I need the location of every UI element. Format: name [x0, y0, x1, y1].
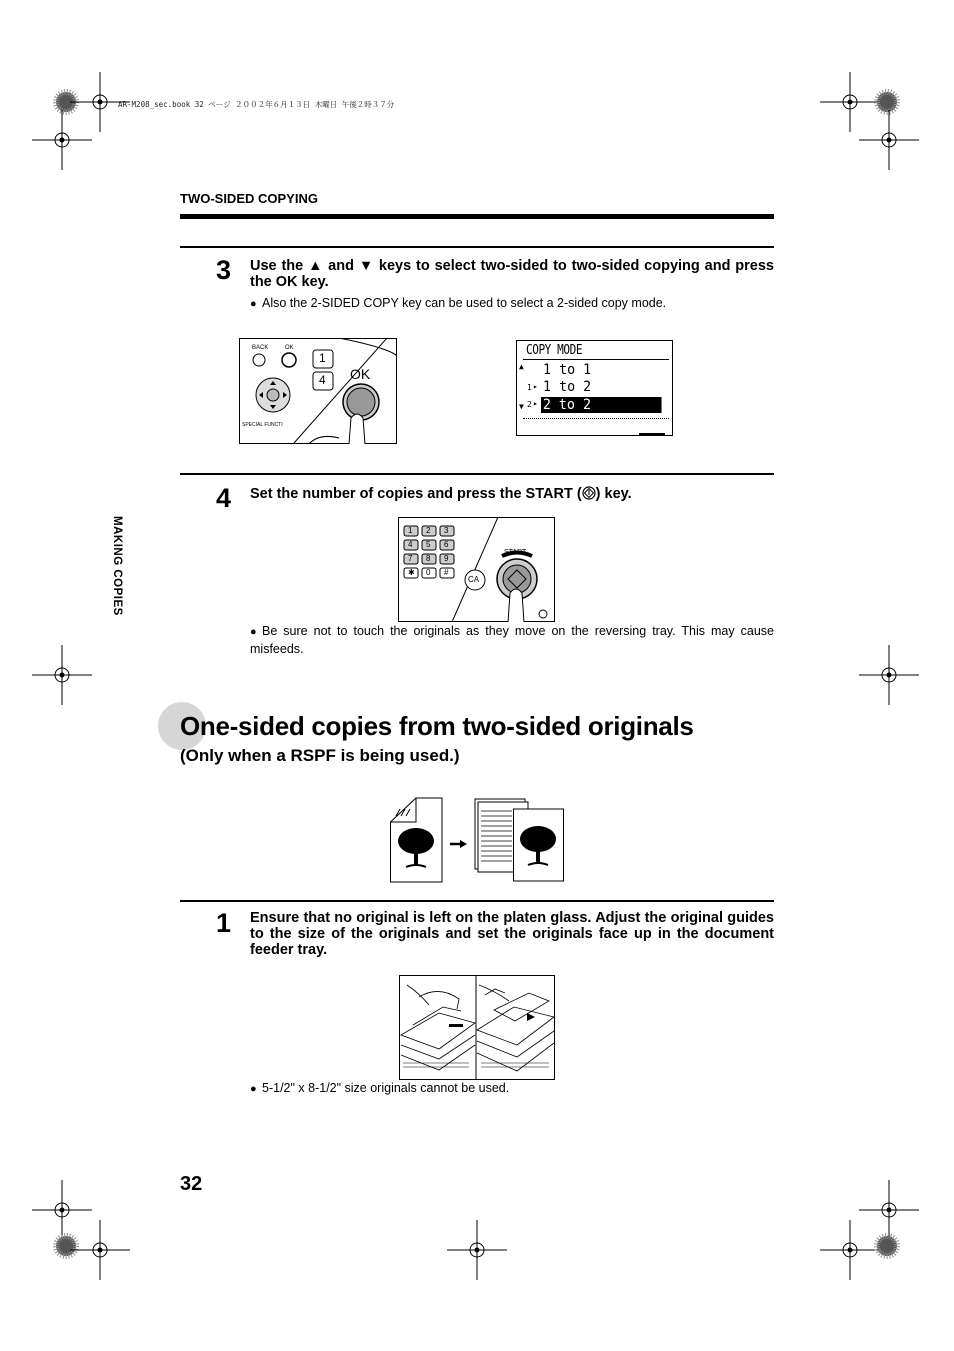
marker-arrow-icon: ▸: [533, 399, 538, 408]
numpad-key-8: 8: [426, 554, 431, 563]
lcd-marker-1: 1: [527, 383, 532, 392]
crosshair-mark-icon: [70, 1220, 130, 1280]
lcd-bottom-bar: [639, 433, 665, 435]
bullet-icon: ●: [250, 298, 257, 310]
ok-key-label: OK: [350, 366, 371, 382]
section-subtitle: (Only when a RSPF is being used.): [180, 746, 460, 765]
start-key-illustration: [398, 517, 555, 622]
crosshair-mark-icon: [32, 110, 92, 170]
lcd-title-underline: [523, 359, 669, 360]
lcd-option-1-to-1: 1 to 1: [543, 362, 592, 378]
lcd-dotted-divider: [523, 418, 669, 419]
numpad-key-7: 7: [408, 554, 413, 563]
step-4-instruction-start: Set the number of copies and press the START (: [250, 486, 582, 502]
numpad-key-1: 1: [408, 526, 413, 535]
step-4-number: 4: [216, 483, 232, 513]
step-1-number: 1: [216, 908, 232, 938]
numpad-key-9: 9: [444, 554, 449, 563]
key-4-label: 4: [319, 373, 326, 387]
ok-key-illustration: [239, 338, 397, 444]
lcd-option-2-to-2-selected: 2 to 2: [541, 397, 662, 413]
registration-mark-icon: [857, 1218, 917, 1278]
lcd-option-1-to-2: 1 to 2: [543, 379, 592, 395]
up-arrow-icon: ▲: [519, 362, 524, 371]
ok-small-label: OK: [285, 345, 294, 351]
numpad-key-4: 4: [408, 540, 413, 549]
marker-arrow-icon: ▸: [533, 382, 538, 391]
numpad-key-star: ✱: [408, 568, 415, 577]
header-rule: [180, 214, 774, 219]
lcd-title: COPY MODE: [526, 343, 583, 358]
page-number: 32: [180, 1173, 203, 1195]
numpad-key-3: 3: [444, 526, 449, 535]
section-title: One-sided copies from two-sided originals: [180, 711, 694, 741]
step-3-instruction: Use the ▲ and ▼ keys to select two-sided to two-sided copying and press the OK key.: [250, 258, 774, 290]
step-3-rule: [180, 246, 774, 248]
step-1-rule: [180, 900, 774, 902]
back-key-label: BACK: [252, 345, 269, 351]
step-1-bullet: [250, 1080, 774, 1098]
step-3-bullet: [250, 295, 774, 313]
bullet-icon: ●: [250, 626, 257, 638]
step-4-instruction: [250, 486, 774, 503]
crosshair-mark-icon: [859, 110, 919, 170]
step-3-bullet-text: Also the 2-SIDED COPY key can be used to select a 2-sided copy mode.: [262, 296, 667, 310]
crosshair-mark-icon: [32, 645, 92, 705]
step-1-bullet-text: 5-1/2" x 8-1/2" size originals cannot be used.: [262, 1081, 510, 1095]
start-key-icon: [582, 486, 596, 500]
two-sided-to-one-sided-illustration: [388, 797, 568, 885]
step-4-rule: [180, 473, 774, 475]
numpad-key-6: 6: [444, 540, 449, 549]
numpad-key-2: 2: [426, 526, 431, 535]
lcd-marker-2: 2: [527, 400, 532, 409]
step-4-bullet: [250, 623, 774, 658]
numpad-key-hash: #: [444, 568, 449, 577]
document-feeder-illustration: [399, 975, 555, 1080]
ca-key-label: CA: [468, 575, 480, 584]
step-3-number: 3: [216, 255, 232, 285]
crosshair-mark-icon: [447, 1220, 507, 1280]
lcd-copy-mode-display: [516, 340, 673, 436]
step-4-bullet-text: Be sure not to touch the originals as they move on the reversing tray. This may cause misfeeds.: [250, 624, 774, 656]
print-header-info: AR-M208_sec.book 32 ページ ２００２年６月１３日 木曜日 午後２時３７分: [118, 100, 395, 109]
special-function-label: SPECIAL FUNCTI: [242, 422, 283, 428]
start-label: START: [504, 549, 527, 556]
step-1-instruction: Ensure that no original is left on the platen glass. Adjust the original guides to the size of the originals and set the originals face up in the document feeder tray.: [250, 910, 774, 958]
numpad-key-0: 0: [426, 568, 431, 577]
section-label: TWO-SIDED COPYING: [180, 191, 318, 206]
numpad-key-5: 5: [426, 540, 431, 549]
crosshair-mark-icon: [859, 645, 919, 705]
key-1-label: 1: [319, 351, 326, 365]
bullet-icon: ●: [250, 1083, 257, 1095]
step-4-instruction-end: ) key.: [595, 486, 632, 502]
down-arrow-icon: ▼: [519, 402, 524, 411]
side-tab-label: MAKING COPIES: [111, 516, 123, 616]
